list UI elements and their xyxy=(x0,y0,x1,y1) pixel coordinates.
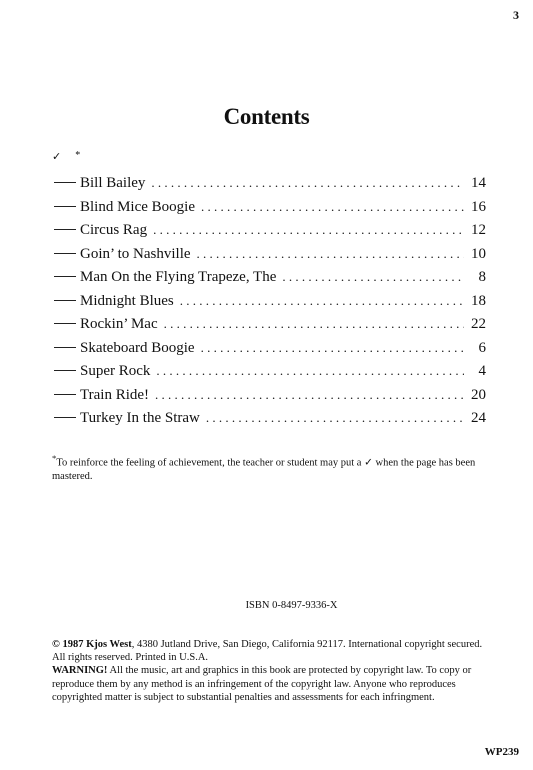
toc-entry-page: 18 xyxy=(471,292,486,309)
toc-entry xyxy=(54,363,486,387)
checkbox-line xyxy=(54,417,76,418)
toc-entry-title: Goin’ to Nashville xyxy=(80,245,191,262)
warning-text: All the music, art and graphics in this book are protected by copyright law. To copy or reproduce them by any method is an infringement of the copyright law. Anyone who reproduces copyrighted matter is subject to substantial penalties and assessments for each infringment. xyxy=(52,665,472,703)
catalog-code: WP239 xyxy=(484,746,519,758)
dot-leader xyxy=(282,269,464,285)
dot-leader xyxy=(206,410,464,426)
toc-entry-title: Circus Rag xyxy=(80,222,148,238)
checkbox-line xyxy=(54,276,76,277)
checkbox-line xyxy=(54,370,76,371)
toc-entry-page: 6 xyxy=(478,339,486,356)
isbn: ISBN 0-8497-9336-X xyxy=(245,600,338,611)
page-title: Contents xyxy=(223,104,310,129)
checkbox-line xyxy=(54,206,76,207)
dot-leader xyxy=(201,199,464,215)
toc-entry-title: Man On the Flying Trapeze, The xyxy=(80,269,277,285)
toc-entry-title: Train Ride! xyxy=(80,386,150,403)
toc-entry-title: Super Rock xyxy=(80,363,151,379)
dot-leader xyxy=(201,340,464,356)
toc-entry xyxy=(54,175,486,199)
footnote-text: To reinforce the feeling of achievement, the teacher or student may put a xyxy=(56,457,362,469)
asterisk-mark: * xyxy=(75,150,81,161)
copyright-text: , 4380 Jutland Drive, San Diego, California 92117. International copyright secured. All rights reserved. Printed in U.S.A. xyxy=(52,639,483,664)
toc-entry-page: 10 xyxy=(471,245,486,262)
dot-leader xyxy=(153,222,464,238)
toc-entry xyxy=(54,387,486,411)
checkbox-line xyxy=(54,229,76,230)
toc-entry-page: 4 xyxy=(478,363,486,379)
dot-leader xyxy=(197,246,464,262)
toc-entry xyxy=(54,269,486,293)
toc-entry xyxy=(54,410,486,434)
toc-entry-page: 24 xyxy=(471,410,486,426)
footnote-asterisk: * xyxy=(52,453,57,463)
checkbox-line xyxy=(54,253,76,254)
toc-entry xyxy=(54,340,486,364)
copyright-notice xyxy=(52,638,492,704)
checkbox-line xyxy=(54,300,76,301)
toc-entry-title: Rockin’ Mac xyxy=(80,316,158,332)
dot-leader xyxy=(156,363,464,379)
toc-entry-page: 22 xyxy=(471,316,486,332)
toc-entry-title: Skateboard Boogie xyxy=(80,339,195,356)
footnote-text-end: when the page has been mastered. xyxy=(52,457,476,482)
check-mark-icon: ✓ xyxy=(52,151,62,163)
toc-entry-title: Turkey In the Straw xyxy=(80,410,200,426)
check-mark-icon: ✓ xyxy=(364,457,373,469)
checkbox-line xyxy=(54,394,76,395)
toc-entry xyxy=(54,222,486,246)
column-marks xyxy=(52,150,80,163)
toc-entry xyxy=(54,246,486,270)
page-number: 3 xyxy=(513,8,519,22)
toc-entry-page: 8 xyxy=(478,269,486,285)
dot-leader xyxy=(155,387,464,403)
toc-entry-page: 20 xyxy=(471,386,486,403)
toc-entry-title: Midnight Blues xyxy=(80,292,174,309)
checkbox-line xyxy=(54,182,76,183)
toc-entry-page: 12 xyxy=(471,222,486,238)
toc-entry-title: Bill Bailey xyxy=(80,175,146,191)
table-of-contents xyxy=(54,175,486,434)
warning-label: WARNING! xyxy=(52,665,108,677)
toc-entry xyxy=(54,316,486,340)
copyright-holder: © 1987 Kjos West xyxy=(52,639,132,650)
dot-leader xyxy=(151,175,464,191)
toc-entry-page: 16 xyxy=(471,198,486,215)
toc-entry xyxy=(54,293,486,317)
checkbox-line xyxy=(54,323,76,324)
checkbox-line xyxy=(54,347,76,348)
toc-entry xyxy=(54,199,486,223)
toc-entry-title: Blind Mice Boogie xyxy=(80,198,195,215)
footnote xyxy=(52,452,492,483)
toc-entry-page: 14 xyxy=(471,175,486,191)
dot-leader xyxy=(164,316,464,332)
dot-leader xyxy=(180,293,464,309)
